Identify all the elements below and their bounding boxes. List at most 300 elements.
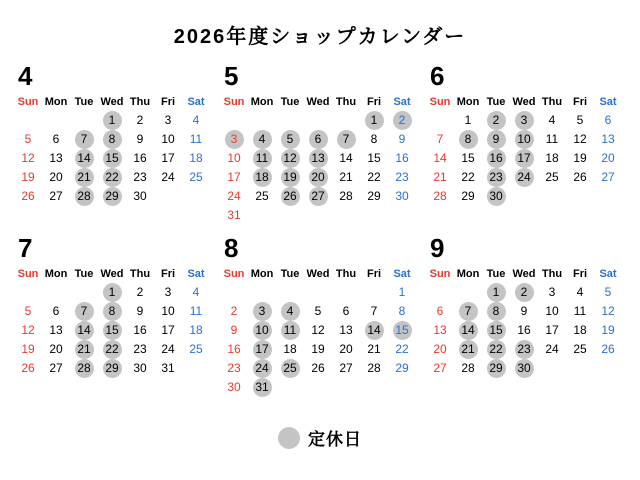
calendar-table-8 xyxy=(220,267,416,397)
day-number: 6 xyxy=(342,304,350,318)
calendar-week-row xyxy=(220,340,416,359)
calendar-day-closed xyxy=(70,321,98,340)
calendar-empty-cell xyxy=(276,111,304,130)
calendar-day xyxy=(426,321,454,340)
weekday-header-sun: Sun xyxy=(17,96,39,108)
calendar-day-closed xyxy=(98,283,126,302)
day-number: 23 xyxy=(133,342,147,356)
day-number: 6 xyxy=(604,113,612,127)
calendar-empty-cell xyxy=(426,283,454,302)
calendar-day xyxy=(42,130,70,149)
calendar-day-closed xyxy=(98,340,126,359)
day-number: 4 xyxy=(192,113,200,127)
calendar-day xyxy=(360,187,388,206)
closed-day-swatch-icon xyxy=(278,427,300,449)
calendar-empty-cell xyxy=(332,111,360,130)
calendar-day-closed xyxy=(248,168,276,187)
calendar-day xyxy=(426,149,454,168)
calendar-day-closed xyxy=(70,187,98,206)
day-number: 10 xyxy=(545,304,559,318)
day-number: 19 xyxy=(21,170,35,184)
calendar-day xyxy=(538,130,566,149)
day-number: 13 xyxy=(339,323,353,337)
calendar-day xyxy=(566,168,594,187)
calendar-day-closed xyxy=(248,321,276,340)
calendar-day xyxy=(594,168,622,187)
page-title: 2026年度ショップカレンダー xyxy=(173,26,467,48)
day-number: 2 xyxy=(136,113,144,127)
calendar-day xyxy=(42,321,70,340)
calendar-day xyxy=(388,168,416,187)
calendar-empty-cell xyxy=(276,283,304,302)
calendar-day-closed xyxy=(276,302,304,321)
month-number: 9 xyxy=(430,233,445,263)
calendar-day-closed xyxy=(482,168,510,187)
calendar-body xyxy=(426,283,622,378)
calendar-day-closed xyxy=(482,283,510,302)
calendar-day xyxy=(42,187,70,206)
calendar-empty-cell xyxy=(42,111,70,130)
calendar-day xyxy=(332,359,360,378)
weekday-header-mon: Mon xyxy=(456,268,480,280)
calendar-day xyxy=(360,130,388,149)
day-number: 8 xyxy=(370,132,378,146)
day-number: 9 xyxy=(136,304,144,318)
calendar-empty-cell xyxy=(454,283,482,302)
calendar-empty-cell xyxy=(276,206,304,225)
month-number: 4 xyxy=(18,61,33,91)
calendar-day xyxy=(566,321,594,340)
calendar-day xyxy=(360,340,388,359)
calendar-day xyxy=(14,359,42,378)
calendar-day xyxy=(126,359,154,378)
day-number: 30 xyxy=(395,189,409,203)
weekday-header-mon: Mon xyxy=(456,96,480,108)
day-number: 28 xyxy=(461,361,475,375)
calendar-day xyxy=(594,149,622,168)
weekday-header-mon: Mon xyxy=(250,268,274,280)
day-number: 10 xyxy=(161,132,175,146)
calendar-week-row xyxy=(426,302,622,321)
day-number: 22 xyxy=(103,168,122,187)
day-number: 12 xyxy=(601,304,615,318)
day-number: 5 xyxy=(281,130,300,149)
day-number: 17 xyxy=(545,323,559,337)
day-number: 10 xyxy=(253,321,272,340)
calendar-day-closed xyxy=(304,130,332,149)
month-block-4 xyxy=(14,63,214,225)
day-number: 30 xyxy=(133,361,147,375)
calendar-day xyxy=(332,149,360,168)
calendar-day-closed xyxy=(276,149,304,168)
day-number: 1 xyxy=(398,285,406,299)
calendar-day xyxy=(388,340,416,359)
day-number: 27 xyxy=(433,361,447,375)
day-number: 7 xyxy=(370,304,378,318)
calendar-day-closed xyxy=(510,130,538,149)
calendar-day xyxy=(154,302,182,321)
calendar-day xyxy=(154,149,182,168)
weekday-header-sun: Sun xyxy=(429,96,451,108)
weekday-header-fri: Fri xyxy=(366,268,382,280)
day-number: 10 xyxy=(161,304,175,318)
day-number: 16 xyxy=(133,323,147,337)
day-number: 8 xyxy=(398,304,406,318)
calendar-day-closed xyxy=(70,340,98,359)
weekday-header-sun: Sun xyxy=(223,268,245,280)
calendar-empty-cell xyxy=(182,187,210,206)
weekday-header-wed: Wed xyxy=(512,96,536,108)
day-number: 9 xyxy=(520,304,528,318)
calendar-body xyxy=(426,111,622,206)
weekday-header-thu: Thu xyxy=(541,96,563,108)
calendar-empty-cell xyxy=(276,378,304,397)
day-number: 5 xyxy=(314,304,322,318)
calendar-day-closed xyxy=(510,340,538,359)
day-number: 26 xyxy=(311,361,325,375)
calendar-day xyxy=(454,149,482,168)
day-number: 15 xyxy=(103,321,122,340)
day-number: 8 xyxy=(459,130,478,149)
day-number: 24 xyxy=(227,189,241,203)
day-number: 21 xyxy=(367,342,381,356)
weekday-header-mon: Mon xyxy=(44,96,68,108)
calendar-empty-cell xyxy=(594,187,622,206)
day-number: 11 xyxy=(189,304,203,318)
day-number: 23 xyxy=(227,361,241,375)
calendar-day xyxy=(154,283,182,302)
day-number: 1 xyxy=(103,111,122,130)
day-number: 8 xyxy=(103,130,122,149)
weekday-header-thu: Thu xyxy=(541,268,563,280)
day-number: 20 xyxy=(601,151,615,165)
day-number: 18 xyxy=(545,151,559,165)
day-number: 11 xyxy=(253,149,272,168)
calendar-day xyxy=(538,283,566,302)
day-number: 3 xyxy=(225,130,244,149)
calendar-day-closed xyxy=(304,187,332,206)
calendar-week-row xyxy=(14,283,210,302)
calendar-week-row xyxy=(14,187,210,206)
day-number: 14 xyxy=(459,321,478,340)
calendar-day xyxy=(360,359,388,378)
calendar-day-closed xyxy=(510,111,538,130)
day-number: 11 xyxy=(545,132,559,146)
day-number: 2 xyxy=(515,283,534,302)
day-number: 17 xyxy=(161,151,175,165)
day-number: 20 xyxy=(339,342,353,356)
calendar-empty-cell xyxy=(304,378,332,397)
calendar-empty-cell xyxy=(70,283,98,302)
day-number: 27 xyxy=(49,189,63,203)
day-number: 14 xyxy=(75,149,94,168)
calendar-empty-cell xyxy=(360,378,388,397)
weekday-header-sun: Sun xyxy=(17,268,39,280)
day-number: 14 xyxy=(339,151,353,165)
day-number: 23 xyxy=(515,340,534,359)
calendar-day-closed xyxy=(98,187,126,206)
day-number: 27 xyxy=(49,361,63,375)
calendar-day xyxy=(304,359,332,378)
calendar-empty-cell xyxy=(360,283,388,302)
day-number: 16 xyxy=(487,149,506,168)
day-number: 19 xyxy=(573,151,587,165)
weekday-header-tue: Tue xyxy=(486,96,506,108)
day-number: 5 xyxy=(24,132,32,146)
calendar-week-row xyxy=(14,130,210,149)
calendar-day xyxy=(182,149,210,168)
weekday-header-sat: Sat xyxy=(393,96,411,108)
calendar-day xyxy=(454,359,482,378)
calendar-day xyxy=(126,187,154,206)
calendar-day xyxy=(426,130,454,149)
day-number: 20 xyxy=(433,342,447,356)
calendar-day xyxy=(388,130,416,149)
day-number: 1 xyxy=(103,283,122,302)
month-block-7 xyxy=(14,235,214,397)
day-number: 15 xyxy=(103,149,122,168)
calendar-week-row xyxy=(426,359,622,378)
calendar-day-closed xyxy=(482,111,510,130)
calendar-table-4 xyxy=(14,95,210,206)
day-number: 12 xyxy=(281,149,300,168)
day-number: 16 xyxy=(227,342,241,356)
calendar-empty-cell xyxy=(70,111,98,130)
weekday-header-row xyxy=(426,95,622,111)
day-number: 9 xyxy=(487,130,506,149)
day-number: 2 xyxy=(230,304,238,318)
calendar-day xyxy=(304,340,332,359)
day-number: 13 xyxy=(601,132,615,146)
day-number: 30 xyxy=(487,187,506,206)
calendar-day xyxy=(454,111,482,130)
day-number: 29 xyxy=(103,359,122,378)
calendar-day-closed xyxy=(388,321,416,340)
calendar-week-row xyxy=(220,283,416,302)
calendar-week-row xyxy=(426,283,622,302)
calendar-table-6 xyxy=(426,95,622,206)
calendar-day xyxy=(220,359,248,378)
day-number: 6 xyxy=(436,304,444,318)
calendar-week-row xyxy=(220,149,416,168)
weekday-header-sun: Sun xyxy=(223,96,245,108)
calendar-day xyxy=(426,359,454,378)
calendar-week-row xyxy=(220,206,416,225)
calendar-empty-cell xyxy=(14,283,42,302)
day-number: 4 xyxy=(192,285,200,299)
day-number: 17 xyxy=(253,340,272,359)
weekday-header-wed: Wed xyxy=(306,96,330,108)
weekday-header-sat: Sat xyxy=(393,268,411,280)
day-number: 3 xyxy=(164,285,172,299)
day-number: 19 xyxy=(311,342,325,356)
weekday-header-tue: Tue xyxy=(74,268,94,280)
day-number: 3 xyxy=(164,113,172,127)
day-number: 7 xyxy=(436,132,444,146)
day-number: 28 xyxy=(367,361,381,375)
day-number: 19 xyxy=(601,323,615,337)
calendar-day-closed xyxy=(70,149,98,168)
weekday-header-sat: Sat xyxy=(187,268,205,280)
calendar-day xyxy=(220,302,248,321)
calendar-day xyxy=(304,302,332,321)
calendar-day xyxy=(126,149,154,168)
day-number: 20 xyxy=(309,168,328,187)
calendar-day xyxy=(360,168,388,187)
calendar-day-closed xyxy=(70,130,98,149)
calendar-day-closed xyxy=(482,130,510,149)
day-number: 29 xyxy=(103,187,122,206)
calendar-day xyxy=(538,168,566,187)
calendar-day xyxy=(276,340,304,359)
day-number: 9 xyxy=(230,323,238,337)
day-number: 1 xyxy=(464,113,472,127)
day-number: 5 xyxy=(24,304,32,318)
day-number: 21 xyxy=(75,168,94,187)
day-number: 18 xyxy=(253,168,272,187)
calendar-empty-cell xyxy=(388,378,416,397)
calendar-week-row xyxy=(426,321,622,340)
weekday-header-tue: Tue xyxy=(486,268,506,280)
calendar-day xyxy=(388,302,416,321)
calendar-day-closed xyxy=(70,168,98,187)
weekday-header-tue: Tue xyxy=(280,268,300,280)
calendar-day xyxy=(126,302,154,321)
weekday-header-thu: Thu xyxy=(129,268,151,280)
calendar-day xyxy=(594,283,622,302)
day-number: 12 xyxy=(573,132,587,146)
day-number: 16 xyxy=(395,151,409,165)
day-number: 6 xyxy=(52,304,60,318)
day-number: 19 xyxy=(281,168,300,187)
calendar-week-row xyxy=(220,130,416,149)
calendar-day xyxy=(332,168,360,187)
calendar-day xyxy=(154,168,182,187)
calendar-day xyxy=(538,302,566,321)
calendar-day xyxy=(182,130,210,149)
calendar-empty-cell xyxy=(388,206,416,225)
calendar-day xyxy=(426,168,454,187)
calendar-empty-cell xyxy=(510,187,538,206)
calendar-day-closed xyxy=(454,340,482,359)
day-number: 21 xyxy=(433,170,447,184)
calendar-week-row xyxy=(426,111,622,130)
calendar-day xyxy=(220,378,248,397)
calendar-day xyxy=(566,149,594,168)
weekday-header-row xyxy=(220,267,416,283)
day-number: 13 xyxy=(49,323,63,337)
calendar-empty-cell xyxy=(360,206,388,225)
calendar-week-row xyxy=(14,302,210,321)
calendar-body xyxy=(14,111,210,206)
calendar-day-closed xyxy=(248,359,276,378)
day-number: 26 xyxy=(573,170,587,184)
calendar-week-row xyxy=(220,168,416,187)
calendar-day xyxy=(426,187,454,206)
day-number: 22 xyxy=(103,340,122,359)
calendar-day-closed xyxy=(482,321,510,340)
day-number: 6 xyxy=(52,132,60,146)
day-number: 14 xyxy=(365,321,384,340)
calendar-day-closed xyxy=(510,283,538,302)
calendar-week-row xyxy=(220,321,416,340)
calendar-day xyxy=(220,168,248,187)
calendar-week-row xyxy=(426,340,622,359)
day-number: 18 xyxy=(189,151,203,165)
calendar-empty-cell xyxy=(332,378,360,397)
day-number: 7 xyxy=(75,302,94,321)
day-number: 13 xyxy=(433,323,447,337)
day-number: 4 xyxy=(281,302,300,321)
day-number: 24 xyxy=(253,359,272,378)
calendar-empty-cell xyxy=(14,111,42,130)
calendar-day xyxy=(14,130,42,149)
calendar-day xyxy=(154,130,182,149)
day-number: 29 xyxy=(487,359,506,378)
calendar-table-5 xyxy=(220,95,416,225)
calendar-day xyxy=(220,321,248,340)
calendar-empty-cell xyxy=(538,187,566,206)
calendar-table-9 xyxy=(426,267,622,378)
calendar-day xyxy=(126,283,154,302)
weekday-header-tue: Tue xyxy=(280,96,300,108)
calendar-day-closed xyxy=(454,321,482,340)
day-number: 25 xyxy=(255,189,269,203)
calendar-day xyxy=(220,187,248,206)
calendar-day xyxy=(14,340,42,359)
day-number: 15 xyxy=(487,321,506,340)
calendar-empty-cell xyxy=(154,187,182,206)
weekday-header-wed: Wed xyxy=(100,96,124,108)
day-number: 11 xyxy=(281,321,300,340)
calendar-day xyxy=(426,340,454,359)
day-number: 4 xyxy=(576,285,584,299)
calendar-empty-cell xyxy=(538,359,566,378)
calendar-day-closed xyxy=(98,149,126,168)
weekday-header-row xyxy=(426,267,622,283)
day-number: 24 xyxy=(545,342,559,356)
calendar-day xyxy=(360,149,388,168)
calendar-day-closed xyxy=(248,130,276,149)
month-number: 5 xyxy=(224,61,239,91)
calendar-day xyxy=(154,321,182,340)
day-number: 3 xyxy=(515,111,534,130)
day-number: 25 xyxy=(573,342,587,356)
weekday-header-fri: Fri xyxy=(160,268,176,280)
calendar-day xyxy=(220,149,248,168)
calendar-day xyxy=(388,187,416,206)
calendar-empty-cell xyxy=(332,206,360,225)
calendar-empty-cell xyxy=(182,359,210,378)
day-number: 2 xyxy=(393,111,412,130)
calendar-day xyxy=(454,187,482,206)
day-number: 23 xyxy=(487,168,506,187)
day-number: 8 xyxy=(487,302,506,321)
day-number: 10 xyxy=(515,130,534,149)
calendar-day xyxy=(14,187,42,206)
calendar-day xyxy=(594,111,622,130)
weekday-header-mon: Mon xyxy=(250,96,274,108)
day-number: 30 xyxy=(515,359,534,378)
calendar-day xyxy=(304,321,332,340)
weekday-header-wed: Wed xyxy=(100,268,124,280)
calendar-day-closed xyxy=(454,130,482,149)
calendar-day xyxy=(248,187,276,206)
calendar-day xyxy=(566,130,594,149)
calendar-day xyxy=(332,321,360,340)
day-number: 13 xyxy=(49,151,63,165)
month-number: 6 xyxy=(430,61,445,91)
